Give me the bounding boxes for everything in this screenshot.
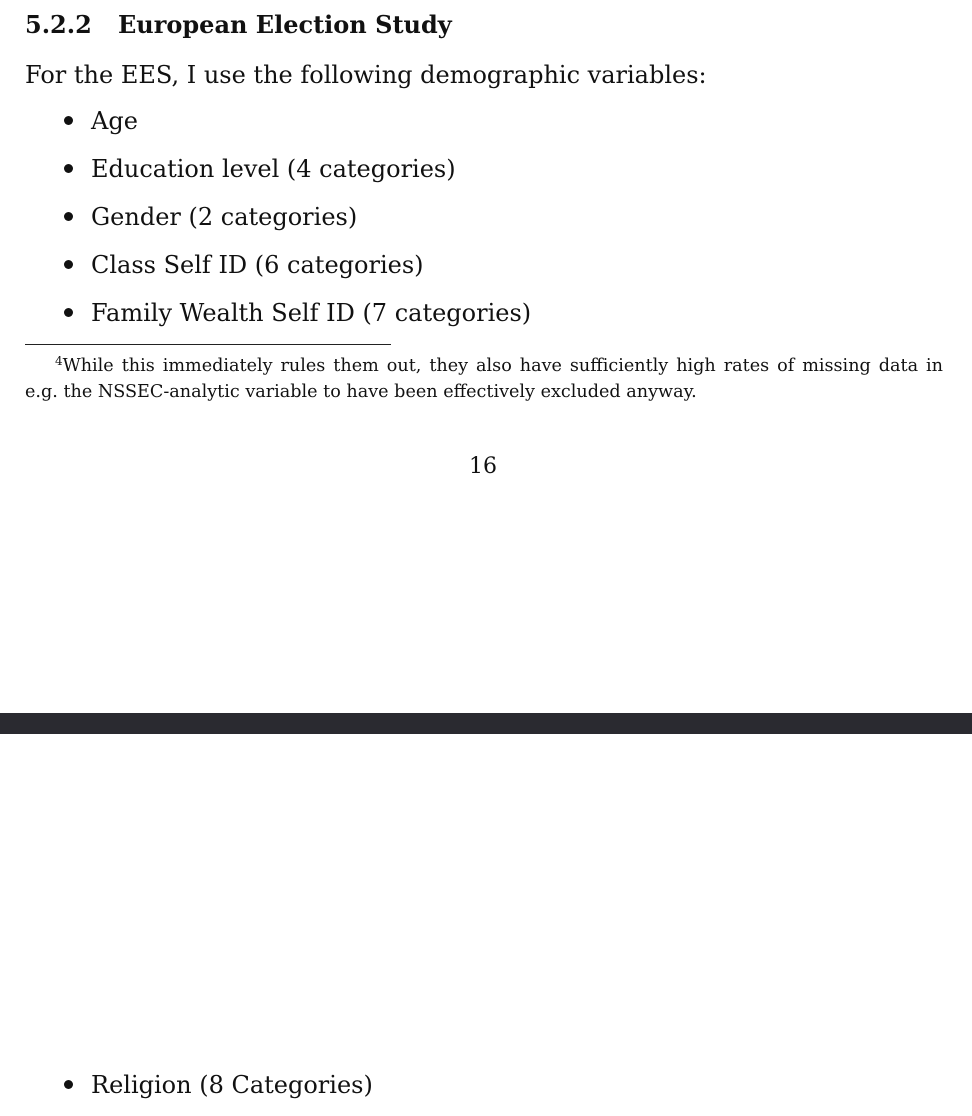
footnote-text: While this immediately rules them out, they also have sufficiently high rates of missing data in e.g. the NSSEC-analytic variable to have been effectively excluded anyway. [25, 356, 943, 402]
list-item [64, 249, 424, 281]
bullet-icon [64, 308, 73, 317]
list-item-text: Age [91, 107, 138, 135]
list-item [64, 1069, 373, 1101]
footnote [25, 348, 943, 405]
bullet-icon [64, 1080, 73, 1089]
list-item [64, 105, 138, 137]
list-item [64, 201, 357, 233]
list-item-text: Education level (4 categories) [91, 155, 456, 183]
section-heading [25, 9, 452, 41]
list-item-text: Religion (8 Categories) [91, 1071, 373, 1099]
bullet-icon [64, 212, 73, 221]
list-item [64, 297, 531, 329]
footnote-mark: 4 [55, 354, 63, 368]
page-number: 16 [469, 454, 497, 479]
bullet-icon [64, 116, 73, 125]
section-number: 5.2.2 [25, 10, 92, 39]
list-item-text: Class Self ID (6 categories) [91, 251, 424, 279]
list-item [64, 153, 456, 185]
footnote-rule [25, 344, 391, 345]
page-17 [0, 734, 972, 1116]
bullet-icon [64, 260, 73, 269]
list-item-text: Gender (2 categories) [91, 203, 358, 231]
section-title: European Election Study [118, 10, 452, 39]
bullet-icon [64, 164, 73, 173]
page-separator [0, 713, 972, 734]
intro-paragraph: For the EES, I use the following demographic variables: [25, 61, 707, 89]
list-item-text: Family Wealth Self ID (7 categories) [91, 299, 532, 327]
